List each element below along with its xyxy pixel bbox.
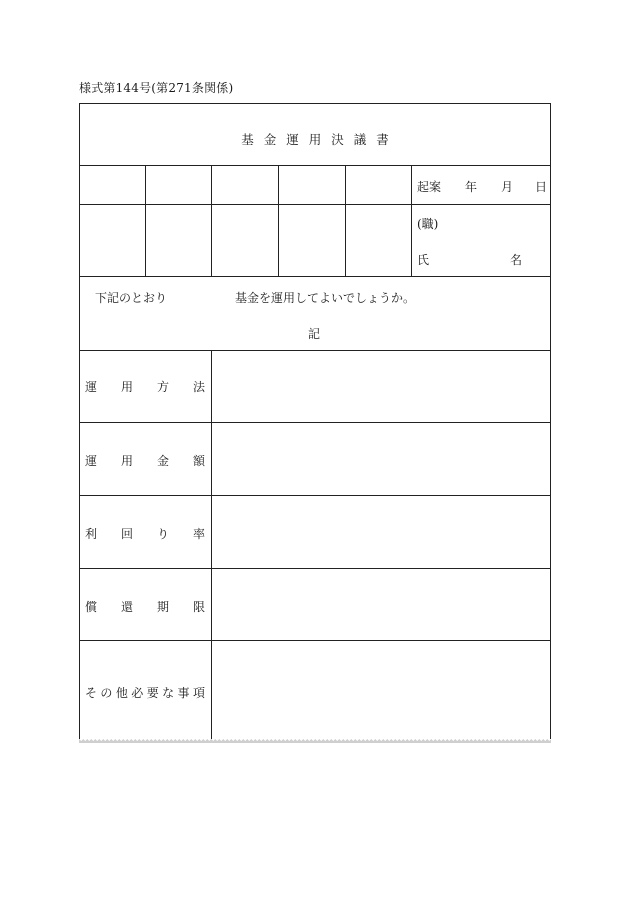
name-label-first: 氏 xyxy=(417,253,430,267)
divider xyxy=(80,276,550,277)
divider xyxy=(80,204,550,205)
statement-question: 基金を運用してよいでしょうか。 xyxy=(235,291,416,305)
name-label-second: 名 xyxy=(510,253,523,267)
form-title: 基金運用決議書 xyxy=(241,132,399,147)
stamp-column-divider xyxy=(411,165,412,276)
cut-edge xyxy=(79,739,551,743)
label-column-divider xyxy=(211,350,212,741)
divider xyxy=(80,422,550,423)
position-label: (職) xyxy=(417,217,439,231)
draft-label: 起案 xyxy=(417,180,442,194)
divider xyxy=(80,640,550,641)
stamp-column-divider xyxy=(345,165,346,276)
stamp-column-divider xyxy=(145,165,146,276)
stamp-column-divider xyxy=(211,165,212,276)
statement-lead: 下記のとおり xyxy=(95,291,168,305)
row-label-yield-rate: 利 回 り 率 xyxy=(85,527,205,541)
divider xyxy=(80,495,550,496)
row-label-investment-method: 運 用 方 法 xyxy=(85,380,205,394)
day-label: 日 xyxy=(535,180,548,194)
stamp-column-divider xyxy=(278,165,279,276)
row-label-redemption-deadline: 償 還 期 限 xyxy=(85,600,205,614)
form-number: 様式第144号(第271条関係) xyxy=(79,81,234,95)
divider xyxy=(80,165,550,166)
month-label: 月 xyxy=(501,180,514,194)
year-label: 年 xyxy=(465,180,478,194)
fund-investment-resolution-form xyxy=(79,103,551,740)
ki-label: 記 xyxy=(308,327,321,341)
divider xyxy=(80,568,550,569)
divider xyxy=(80,350,550,351)
row-label-other-matters: そ の 他 必 要 な 事 項 xyxy=(85,686,205,700)
row-label-investment-amount: 運 用 金 額 xyxy=(85,454,205,468)
